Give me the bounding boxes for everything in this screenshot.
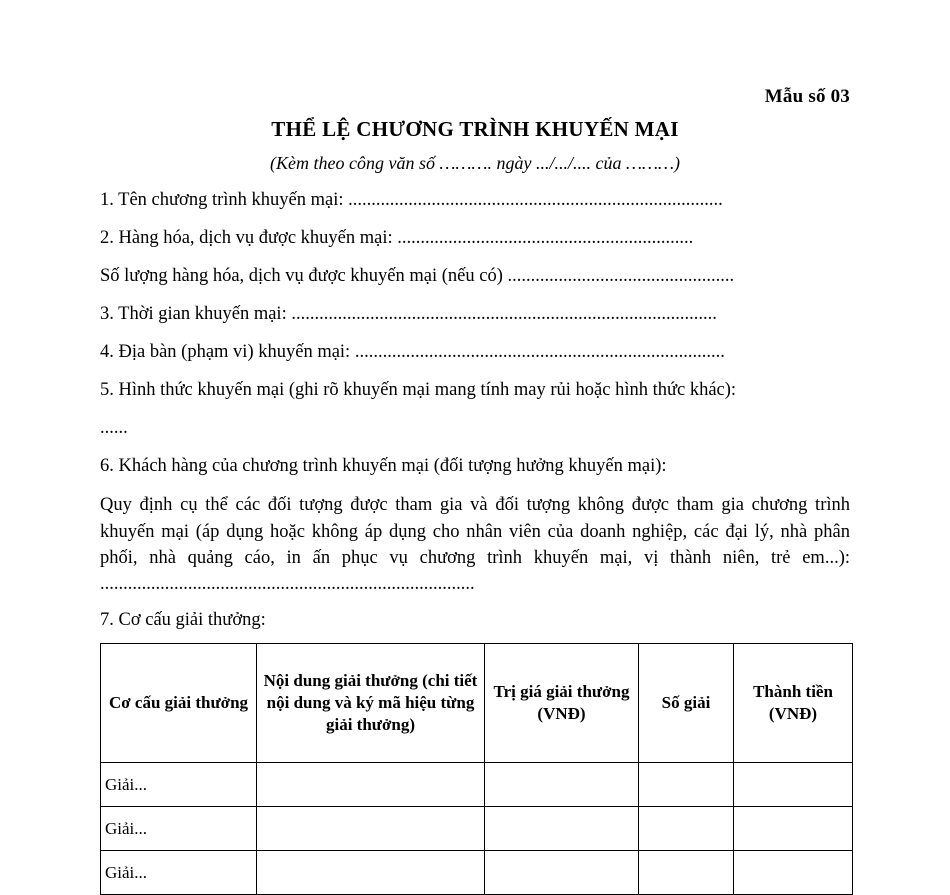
cell-prize-value[interactable]	[485, 763, 639, 807]
cell-prize-structure[interactable]: Giải...	[101, 763, 257, 807]
cell-prize-value[interactable]	[485, 807, 639, 851]
prize-structure-table	[100, 643, 853, 895]
customer-definition-leader: .................................................................................	[100, 574, 475, 595]
customer-definition-text: Quy định cụ thể các đối tượng được tham gia và đối tượng không được tham gia chương trình khuyến mại (áp dụng hoặc không áp dụng cho nhân viên của doanh nghiệp, các đại lý, nhà phân phối, nhà quảng cáo, in ấn phục vụ chương trình khuyến mại, vị thành niên, trẻ em...):	[100, 495, 850, 568]
cell-prize-value[interactable]	[485, 851, 639, 895]
cell-total-amount[interactable]	[734, 807, 853, 851]
form-line-6: 6. Khách hàng của chương trình khuyến mại (đối tượng hưởng khuyến mại):	[100, 456, 667, 477]
form-line-quantity	[100, 250, 850, 288]
table-row	[101, 763, 853, 807]
form-line-3-leader: ............................................................................................	[291, 304, 717, 325]
cell-prize-content[interactable]	[257, 807, 485, 851]
cell-total-amount[interactable]	[734, 851, 853, 895]
cell-prize-count[interactable]	[639, 763, 734, 807]
cell-prize-content[interactable]	[257, 763, 485, 807]
form-line-4	[100, 326, 850, 364]
table-header-row	[101, 644, 853, 763]
column-header-prize-value: Trị giá giải thưởng (VNĐ)	[485, 644, 639, 763]
cell-prize-count[interactable]	[639, 807, 734, 851]
form-line-2	[100, 212, 850, 250]
column-header-prize-count: Số giải	[639, 644, 734, 763]
form-line-4-label: 4. Địa bàn (phạm vi) khuyến mại:	[100, 342, 355, 363]
form-code: Mẫu số 03	[764, 86, 850, 107]
table-row	[101, 807, 853, 851]
form-line-1-label: 1. Tên chương trình khuyến mại:	[100, 190, 349, 210]
form-line-quantity-leader: .................................................	[507, 266, 735, 287]
form-line-3-label: 3. Thời gian khuyến mại:	[100, 304, 292, 325]
section-7-label: 7. Cơ cấu giải thưởng:	[100, 610, 266, 631]
form-line-4-leader: ................................................................................	[354, 342, 725, 363]
column-header-total-amount: Thành tiền (VNĐ)	[734, 644, 853, 763]
document-subtitle: (Kèm theo công văn số ………. ngày .../.../.... của ………)	[270, 153, 680, 173]
page-title: THỂ LỆ CHƯƠNG TRÌNH KHUYẾN MẠI	[271, 117, 679, 141]
cell-prize-structure[interactable]: Giải...	[101, 807, 257, 851]
column-header-prize-structure: Cơ cấu giải thưởng	[101, 644, 257, 763]
form-line-5-continuation: ......	[100, 418, 128, 439]
cell-total-amount[interactable]	[734, 763, 853, 807]
form-line-1-leader: .................................................................................	[348, 190, 723, 210]
customer-definition-paragraph	[100, 478, 850, 597]
cell-prize-content[interactable]	[257, 851, 485, 895]
cell-prize-structure[interactable]: Giải...	[101, 851, 257, 895]
form-line-2-label: 2. Hàng hóa, dịch vụ được khuyến mại:	[100, 228, 398, 249]
form-line-3	[100, 288, 850, 326]
form-line-5: 5. Hình thức khuyến mại (ghi rõ khuyến mại mang tính may rủi hoặc hình thức khác):	[100, 380, 737, 401]
form-line-2-leader: ................................................................	[397, 228, 694, 249]
form-line-quantity-label: Số lượng hàng hóa, dịch vụ được khuyến mại (nếu có)	[100, 266, 508, 287]
column-header-prize-content: Nội dung giải thưởng (chi tiết nội dung và ký mã hiệu từng giải thưởng)	[257, 644, 485, 763]
form-line-1	[100, 174, 850, 212]
table-row	[101, 851, 853, 895]
cell-prize-count[interactable]	[639, 851, 734, 895]
